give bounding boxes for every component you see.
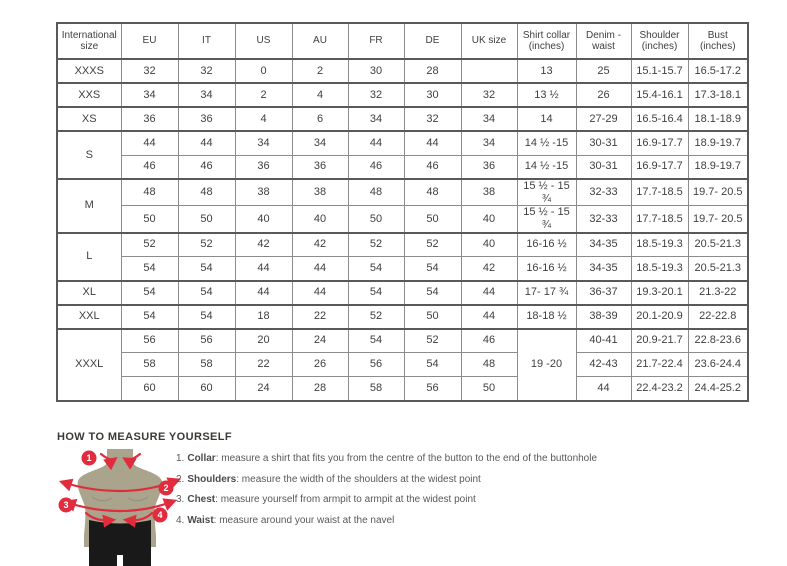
- us-size-cell: 44: [235, 257, 292, 281]
- column-header: Denim - waist: [576, 23, 631, 59]
- measure-instructions-list: [176, 449, 597, 531]
- eu-size-cell: 44: [121, 131, 178, 155]
- uk-size-cell: 44: [461, 305, 517, 329]
- us-size-cell: 40: [235, 206, 292, 233]
- shirt-collar-cell: 19 -20: [517, 329, 576, 401]
- eu-size-cell: 54: [121, 281, 178, 305]
- collar-size-cell: 15 ½ - 15 ¾: [517, 206, 576, 233]
- fr-size-cell: 52: [348, 305, 404, 329]
- shoulder-size-cell: 20.1-20.9: [631, 305, 688, 329]
- size-row: [57, 377, 748, 401]
- column-header: Bust (inches): [688, 23, 748, 59]
- shoulder-size-cell: 18.5-19.3: [631, 257, 688, 281]
- it-size-cell: 58: [178, 353, 235, 377]
- size-row: [57, 155, 748, 179]
- us-size-cell: 24: [235, 377, 292, 401]
- shoulder-size-cell: 21.7-22.4: [631, 353, 688, 377]
- collar-size-cell: 16-16 ½: [517, 233, 576, 257]
- denim-size-cell: 27-29: [576, 107, 631, 131]
- fr-size-cell: 30: [348, 59, 404, 83]
- collar-number-badge: [82, 451, 97, 466]
- measure-instruction-chest: 3. Chest: measure yourself from armpit to armpit at the widest point: [176, 494, 476, 505]
- us-size-cell: 20: [235, 329, 292, 353]
- uk-size-cell: 48: [461, 353, 517, 377]
- column-header: FR: [348, 23, 404, 59]
- au-size-cell: 2: [292, 59, 348, 83]
- au-size-cell: 40: [292, 206, 348, 233]
- eu-size-cell: 58: [121, 353, 178, 377]
- fr-size-cell: 44: [348, 131, 404, 155]
- us-size-cell: 42: [235, 233, 292, 257]
- international-size-cell: L: [57, 233, 121, 281]
- us-size-cell: 2: [235, 83, 292, 107]
- bust-size-cell: 16.5-17.2: [688, 59, 748, 83]
- au-size-cell: 36: [292, 155, 348, 179]
- measure-instruction-shoulders: 2. Shoulders: measure the width of the shoulders at the widest point: [176, 473, 481, 485]
- au-size-cell: 28: [292, 377, 348, 401]
- bust-size-cell: 24.4-25.2: [688, 377, 748, 401]
- eu-size-cell: 46: [121, 155, 178, 179]
- us-size-cell: 34: [235, 131, 292, 155]
- de-size-cell: 48: [404, 179, 461, 206]
- fr-size-cell: 50: [348, 206, 404, 233]
- eu-size-cell: 60: [121, 377, 178, 401]
- us-size-cell: 18: [235, 305, 292, 329]
- denim-size-cell: 26: [576, 83, 631, 107]
- column-header: AU: [292, 23, 348, 59]
- collar-size-cell: 15 ½ - 15 ¾: [517, 179, 576, 206]
- uk-size-cell: [461, 59, 517, 83]
- shoulder-size-cell: 18.5-19.3: [631, 233, 688, 257]
- au-size-cell: 4: [292, 83, 348, 107]
- international-size-cell: XXXL: [57, 329, 121, 401]
- size-row: [57, 107, 748, 131]
- us-size-cell: 44: [235, 281, 292, 305]
- column-header: EU: [121, 23, 178, 59]
- it-size-cell: 50: [178, 206, 235, 233]
- it-size-cell: 60: [178, 377, 235, 401]
- size-row: [57, 233, 748, 257]
- bust-size-cell: 19.7- 20.5: [688, 179, 748, 206]
- it-size-cell: 48: [178, 179, 235, 206]
- size-row: [57, 353, 748, 377]
- waist-number-badge: [153, 508, 168, 523]
- international-size-cell: XS: [57, 107, 121, 131]
- size-row: [57, 305, 748, 329]
- international-size-cell: XXL: [57, 305, 121, 329]
- us-size-cell: 22: [235, 353, 292, 377]
- denim-size-cell: 32-33: [576, 206, 631, 233]
- mannequin-shorts-shape: [89, 520, 151, 566]
- mannequin-measure-figure: [56, 447, 188, 566]
- de-size-cell: 52: [404, 233, 461, 257]
- shoulder-size-cell: 16.9-17.7: [631, 155, 688, 179]
- au-size-cell: 44: [292, 257, 348, 281]
- de-size-cell: 50: [404, 305, 461, 329]
- fr-size-cell: 46: [348, 155, 404, 179]
- us-size-cell: 38: [235, 179, 292, 206]
- it-size-cell: 32: [178, 59, 235, 83]
- fr-size-cell: 58: [348, 377, 404, 401]
- uk-size-cell: 46: [461, 329, 517, 353]
- shoulder-size-cell: 19.3-20.1: [631, 281, 688, 305]
- bust-size-cell: 18.9-19.7: [688, 131, 748, 155]
- international-size-cell: XL: [57, 281, 121, 305]
- size-row: [57, 179, 748, 206]
- size-row: [57, 257, 748, 281]
- de-size-cell: 54: [404, 353, 461, 377]
- fr-size-cell: 48: [348, 179, 404, 206]
- fr-size-cell: 54: [348, 281, 404, 305]
- au-size-cell: 34: [292, 131, 348, 155]
- it-size-cell: 54: [178, 257, 235, 281]
- chest-number-badge: [59, 498, 74, 513]
- us-size-cell: 0: [235, 59, 292, 83]
- collar-size-cell: 14 ½ -15: [517, 131, 576, 155]
- column-header: UK size: [461, 23, 517, 59]
- collar-size-cell: 17- 17 ¾: [517, 281, 576, 305]
- size-row: [57, 83, 748, 107]
- shoulder-size-cell: 17.7-18.5: [631, 179, 688, 206]
- de-size-cell: 56: [404, 377, 461, 401]
- denim-size-cell: 30-31: [576, 155, 631, 179]
- it-size-cell: 52: [178, 233, 235, 257]
- au-size-cell: 38: [292, 179, 348, 206]
- svg-text:2: 2: [163, 483, 169, 494]
- uk-size-cell: 40: [461, 233, 517, 257]
- uk-size-cell: 42: [461, 257, 517, 281]
- de-size-cell: 44: [404, 131, 461, 155]
- bust-size-cell: 17.3-18.1: [688, 83, 748, 107]
- shoulder-size-cell: 15.4-16.1: [631, 83, 688, 107]
- bust-size-cell: 23.6-24.4: [688, 353, 748, 377]
- us-size-cell: 36: [235, 155, 292, 179]
- us-size-cell: 4: [235, 107, 292, 131]
- size-row: [57, 281, 748, 305]
- size-row: [57, 206, 748, 233]
- size-row: [57, 59, 748, 83]
- au-size-cell: 22: [292, 305, 348, 329]
- collar-size-cell: 13 ½: [517, 83, 576, 107]
- measure-instruction-waist: 4. Waist: measure around your waist at the navel: [176, 514, 395, 526]
- international-size-cell: S: [57, 131, 121, 179]
- size-row: [57, 131, 748, 155]
- uk-size-cell: 34: [461, 107, 517, 131]
- denim-size-cell: 44: [576, 377, 631, 401]
- it-size-cell: 54: [178, 305, 235, 329]
- au-size-cell: 26: [292, 353, 348, 377]
- international-size-cell: XXXS: [57, 59, 121, 83]
- column-header: US: [235, 23, 292, 59]
- shoulder-size-cell: 22.4-23.2: [631, 377, 688, 401]
- bust-size-cell: 18.1-18.9: [688, 107, 748, 131]
- svg-text:4: 4: [157, 510, 163, 521]
- shoulders-number-badge: [159, 481, 174, 496]
- it-size-cell: 54: [178, 281, 235, 305]
- fr-size-cell: 52: [348, 233, 404, 257]
- column-header: Shoulder (inches): [631, 23, 688, 59]
- column-header: Shirt collar (inches): [517, 23, 576, 59]
- bust-size-cell: 22-22.8: [688, 305, 748, 329]
- it-size-cell: 36: [178, 107, 235, 131]
- shoulder-size-cell: 15.1-15.7: [631, 59, 688, 83]
- column-header: IT: [178, 23, 235, 59]
- international-size-cell: M: [57, 179, 121, 233]
- au-size-cell: 44: [292, 281, 348, 305]
- eu-size-cell: 32: [121, 59, 178, 83]
- denim-size-cell: 30-31: [576, 131, 631, 155]
- eu-size-cell: 50: [121, 206, 178, 233]
- uk-size-cell: 40: [461, 206, 517, 233]
- bust-size-cell: 20.5-21.3: [688, 257, 748, 281]
- au-size-cell: 6: [292, 107, 348, 131]
- column-header: DE: [404, 23, 461, 59]
- international-size-cell: XXS: [57, 83, 121, 107]
- eu-size-cell: 34: [121, 83, 178, 107]
- bust-size-cell: 21.3-22: [688, 281, 748, 305]
- collar-size-cell: 18-18 ½: [517, 305, 576, 329]
- de-size-cell: 46: [404, 155, 461, 179]
- bust-size-cell: 18.9-19.7: [688, 155, 748, 179]
- eu-size-cell: 52: [121, 233, 178, 257]
- denim-size-cell: 25: [576, 59, 631, 83]
- column-header: International size: [57, 23, 121, 59]
- collar-size-cell: 14 ½ -15: [517, 155, 576, 179]
- denim-size-cell: 36-37: [576, 281, 631, 305]
- shoulder-size-cell: 16.5-16.4: [631, 107, 688, 131]
- measure-instruction-collar: 1. Collar: measure a shirt that fits you from the centre of the button to the end of the buttonhole: [176, 453, 598, 464]
- collar-size-cell: 14: [517, 107, 576, 131]
- fr-size-cell: 34: [348, 107, 404, 131]
- denim-size-cell: 32-33: [576, 179, 631, 206]
- uk-size-cell: 50: [461, 377, 517, 401]
- svg-text:1: 1: [86, 453, 92, 464]
- de-size-cell: 32: [404, 107, 461, 131]
- size-chart-table: [56, 22, 749, 402]
- uk-size-cell: 36: [461, 155, 517, 179]
- uk-size-cell: 38: [461, 179, 517, 206]
- de-size-cell: 30: [404, 83, 461, 107]
- it-size-cell: 46: [178, 155, 235, 179]
- fr-size-cell: 54: [348, 257, 404, 281]
- au-size-cell: 24: [292, 329, 348, 353]
- shoulder-size-cell: 16.9-17.7: [631, 131, 688, 155]
- bust-size-cell: 22.8-23.6: [688, 329, 748, 353]
- collar-size-cell: 13: [517, 59, 576, 83]
- size-chart-header-row: [57, 23, 748, 59]
- it-size-cell: 44: [178, 131, 235, 155]
- de-size-cell: 50: [404, 206, 461, 233]
- eu-size-cell: 54: [121, 257, 178, 281]
- de-size-cell: 54: [404, 257, 461, 281]
- uk-size-cell: 34: [461, 131, 517, 155]
- collar-size-cell: 16-16 ½: [517, 257, 576, 281]
- bust-size-cell: 19.7- 20.5: [688, 206, 748, 233]
- eu-size-cell: 54: [121, 305, 178, 329]
- shoulder-size-cell: 20.9-21.7: [631, 329, 688, 353]
- it-size-cell: 56: [178, 329, 235, 353]
- denim-size-cell: 34-35: [576, 257, 631, 281]
- eu-size-cell: 48: [121, 179, 178, 206]
- measure-section-title: HOW TO MEASURE YOURSELF: [57, 431, 233, 443]
- denim-size-cell: 42-43: [576, 353, 631, 377]
- de-size-cell: 54: [404, 281, 461, 305]
- de-size-cell: 28: [404, 59, 461, 83]
- bust-size-cell: 20.5-21.3: [688, 233, 748, 257]
- denim-size-cell: 38-39: [576, 305, 631, 329]
- de-size-cell: 52: [404, 329, 461, 353]
- eu-size-cell: 56: [121, 329, 178, 353]
- uk-size-cell: 32: [461, 83, 517, 107]
- size-row: [57, 329, 748, 353]
- eu-size-cell: 36: [121, 107, 178, 131]
- au-size-cell: 42: [292, 233, 348, 257]
- shoulder-size-cell: 17.7-18.5: [631, 206, 688, 233]
- denim-size-cell: 34-35: [576, 233, 631, 257]
- fr-size-cell: 54: [348, 329, 404, 353]
- fr-size-cell: 32: [348, 83, 404, 107]
- svg-text:3: 3: [63, 500, 69, 511]
- it-size-cell: 34: [178, 83, 235, 107]
- denim-size-cell: 40-41: [576, 329, 631, 353]
- uk-size-cell: 44: [461, 281, 517, 305]
- fr-size-cell: 56: [348, 353, 404, 377]
